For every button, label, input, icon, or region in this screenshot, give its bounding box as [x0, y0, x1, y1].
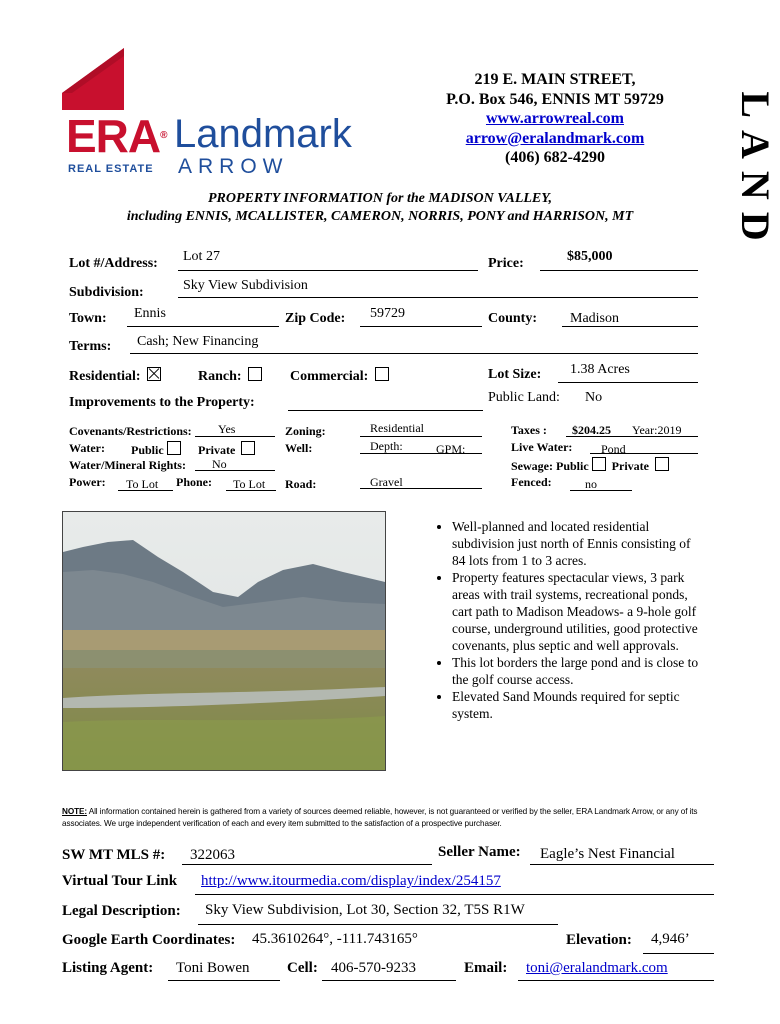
live-water-label: Live Water:	[511, 440, 573, 454]
public-land-value: No	[585, 390, 603, 405]
county-value: Madison	[570, 311, 619, 326]
subdivision-value: Sky View Subdivision	[183, 278, 308, 293]
landmark-wordmark: Landmark	[174, 112, 352, 156]
power-label: Power:	[69, 475, 106, 489]
tax-year: Year:2019	[632, 423, 682, 437]
commercial-checkbox[interactable]	[375, 367, 389, 381]
ranch-checkbox[interactable]	[248, 367, 262, 381]
cell-value: 406-570-9233	[331, 960, 416, 976]
residential-checkbox[interactable]	[147, 367, 161, 381]
phone-label: Phone:	[176, 475, 212, 489]
era-wordmark: ERA	[66, 110, 161, 162]
listing-agent-label: Listing Agent:	[62, 960, 154, 976]
water-public-checkbox[interactable]	[167, 441, 181, 455]
listing-agent-value: Toni Bowen	[176, 960, 250, 976]
road-label: Road:	[285, 477, 317, 491]
sewage-public-checkbox[interactable]	[592, 457, 606, 471]
zoning-label: Zoning:	[285, 424, 326, 438]
note-label: NOTE:	[62, 807, 87, 816]
virtual-tour-link[interactable]: http://www.itourmedia.com/display/index/254157	[201, 873, 501, 889]
mls-label: SW MT MLS #:	[62, 847, 166, 863]
price-label: Price:	[488, 256, 524, 271]
zoning-value: Residential	[370, 421, 424, 435]
water-label: Water:	[69, 441, 105, 455]
lot-size-value: 1.38 Acres	[570, 362, 630, 377]
era-landmark-logo	[62, 45, 392, 180]
depth-label: Depth:	[370, 439, 403, 453]
cell-label: Cell:	[287, 960, 318, 976]
power-value: To Lot	[126, 477, 159, 491]
contact-street: 219 E. MAIN STREET,	[474, 71, 636, 88]
elevation-value: 4,946’	[651, 931, 690, 947]
seller-value: Eagle’s Nest Financial	[540, 846, 675, 862]
office-email-link[interactable]: arrow@eralandmark.com	[465, 129, 645, 147]
town-label: Town:	[69, 311, 107, 326]
real-estate-text: REAL ESTATE	[68, 163, 154, 175]
lot-size-label: Lot Size:	[488, 367, 542, 382]
sewage-private-checkbox[interactable]	[655, 457, 669, 471]
virtual-tour-label: Virtual Tour Link	[62, 873, 178, 889]
phone-value: To Lot	[233, 477, 266, 491]
arrow-wordmark: ARROW	[178, 155, 289, 178]
taxes-value: $204.25	[572, 423, 611, 437]
feature-item: • This lot borders the large pond and is close to the golf course access.	[452, 654, 702, 688]
seller-label: Seller Name:	[438, 844, 521, 860]
water-private-checkbox[interactable]	[241, 441, 255, 455]
contact-pobox: P.O. Box 546, ENNIS MT 59729	[446, 90, 664, 108]
disclaimer-note	[62, 806, 712, 830]
feature-item: • Well-planned and located residential subdivision just north of Ennis consisting of 84 lots from 1 to 3 acres.	[452, 518, 702, 569]
terms-value: Cash; New Financing	[137, 334, 259, 349]
county-label: County:	[488, 311, 538, 326]
covenants-value: Yes	[218, 422, 236, 436]
ranch-label: Ranch:	[198, 369, 242, 384]
live-water-value: Pond	[601, 442, 626, 456]
sewage-private-label: Private	[611, 459, 649, 473]
town-value: Ennis	[134, 306, 166, 321]
note-text: All information contained herein is gathered from a variety of sources deemed reliable, however, is not guaranteed or verified by the seller, ERA Landmark Arrow, or any of its associates. We urge independent verification of each and every item submitted to the satisfaction of a prospective purchaser.	[62, 807, 698, 828]
commercial-label: Commercial:	[290, 369, 369, 384]
public-land-label: Public Land:	[488, 390, 560, 405]
water-mineral-rights-label: Water/Mineral Rights:	[69, 458, 186, 472]
sewage-public-label: Public	[556, 459, 589, 473]
website-link[interactable]: www.arrowreal.com	[485, 110, 625, 127]
property-photo	[62, 511, 386, 771]
elevation-label: Elevation:	[566, 932, 632, 948]
gpm-label: GPM:	[436, 442, 466, 456]
feature-item: • Elevated Sand Mounds required for septic system.	[452, 688, 702, 722]
water-mineral-rights-value: No	[212, 457, 227, 471]
fenced-value: no	[585, 477, 597, 491]
email-label: Email:	[464, 960, 508, 976]
subdivision-label: Subdivision:	[69, 285, 144, 300]
residential-label: Residential:	[69, 369, 141, 384]
water-private-label: Private	[198, 443, 236, 457]
heading-line-2: including ENNIS, MCALLISTER, CAMERON, NORRIS, PONY and HARRISON, MT	[126, 209, 634, 224]
covenants-label: Covenants/Restrictions:	[69, 424, 192, 438]
taxes-label: Taxes :	[511, 423, 547, 437]
zip-label: Zip Code:	[285, 311, 346, 326]
feature-list	[432, 518, 702, 722]
lot-label: Lot #/Address:	[69, 256, 158, 271]
water-public-label: Public	[131, 443, 164, 457]
lot-value: Lot 27	[183, 249, 220, 264]
land-side-label: LAND	[733, 91, 778, 253]
registered-mark: ®	[160, 130, 167, 141]
legal-description-value: Sky View Subdivision, Lot 30, Section 32, T5S R1W	[205, 902, 525, 918]
well-label: Well:	[285, 441, 313, 455]
terms-label: Terms:	[69, 339, 112, 354]
contact-phone: (406) 682-4290	[505, 149, 605, 166]
gps-label: Google Earth Coordinates:	[62, 932, 236, 948]
fenced-label: Fenced:	[511, 475, 552, 489]
heading-line-1: PROPERTY INFORMATION for the MADISON VALLEY,	[207, 191, 553, 206]
road-value: Gravel	[370, 475, 403, 489]
improvements-label: Improvements to the Property:	[69, 395, 255, 410]
zip-value: 59729	[370, 306, 405, 321]
gps-value: 45.3610264°, -111.743165°	[252, 931, 418, 947]
mls-value: 322063	[190, 847, 235, 863]
legal-description-label: Legal Description:	[62, 903, 181, 919]
price-value: $85,000	[567, 249, 613, 264]
agent-email-link[interactable]: toni@eralandmark.com	[526, 960, 668, 976]
sewage-label: Sewage:	[511, 459, 553, 473]
feature-item: • Property features spectacular views, 3 park areas with trail systems, recreational ponds, cart path to Madison Meadows- a 9-hole golf course, underground utilities, good protective covenants, plus septic and well approvals.	[452, 569, 702, 654]
